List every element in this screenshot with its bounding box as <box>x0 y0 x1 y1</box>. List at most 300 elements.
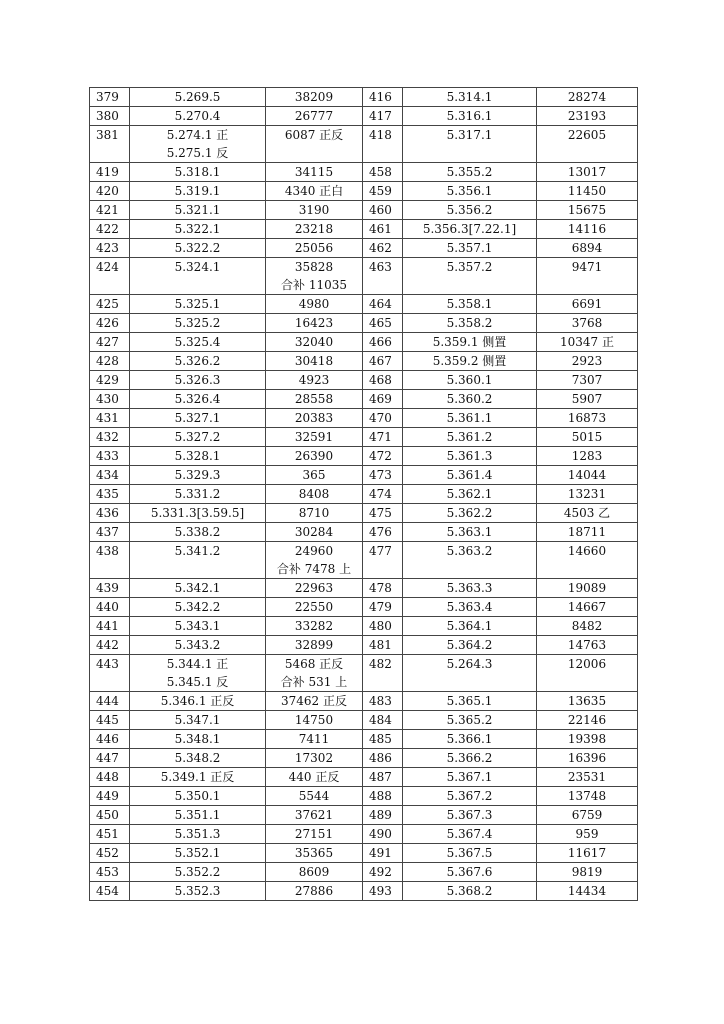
cell-line: 5.363.1 <box>446 525 493 539</box>
source-id-cell <box>130 692 266 711</box>
source-id-cell <box>130 466 266 485</box>
table-row <box>90 295 638 314</box>
source-id-cell <box>130 314 266 333</box>
source-id-cell <box>130 655 266 692</box>
catalog-number-cell <box>537 428 638 447</box>
cell-line: 5.317.1 <box>446 128 493 142</box>
catalog-number-cell <box>266 825 363 844</box>
cell-line: 5907 <box>571 392 603 406</box>
cell-line: 30418 <box>294 354 334 368</box>
source-id-cell <box>130 523 266 542</box>
cell-line: 5.367.5 <box>446 846 493 860</box>
cell-line: 5.355.2 <box>446 165 493 179</box>
cell-line: 22146 <box>567 713 607 727</box>
cell-line: 5.338.2 <box>174 525 221 539</box>
source-id-cell <box>130 711 266 730</box>
source-id-cell <box>130 863 266 882</box>
catalog-number-cell <box>266 163 363 182</box>
cell-line: 5.348.1 <box>174 732 221 746</box>
cell-line: 33282 <box>294 619 334 633</box>
catalog-number-cell <box>266 182 363 201</box>
catalog-number-cell <box>537 333 638 352</box>
cell-line: 5.365.2 <box>446 713 493 727</box>
catalog-number-cell <box>266 749 363 768</box>
row-number-cell: 479 <box>363 598 403 617</box>
row-number-cell: 439 <box>90 579 130 598</box>
cell-line: 5.360.1 <box>446 373 493 387</box>
cell-line: 5.358.1 <box>446 297 493 311</box>
row-number-cell: 436 <box>90 504 130 523</box>
cell-line: 5.361.4 <box>446 468 493 482</box>
cell-line: 5.368.2 <box>446 884 493 898</box>
catalog-number-cell <box>266 617 363 636</box>
cell-line: 5.322.1 <box>174 222 221 236</box>
row-number-cell: 438 <box>90 542 130 579</box>
cell-line: 5.342.2 <box>174 600 221 614</box>
catalog-number-cell <box>537 844 638 863</box>
catalog-number-cell <box>537 466 638 485</box>
table-row <box>90 863 638 882</box>
row-number-cell: 484 <box>363 711 403 730</box>
cell-line: 5.345.1 反 <box>166 675 229 689</box>
row-number-cell: 445 <box>90 711 130 730</box>
cell-line: 10347 正 <box>560 335 614 349</box>
cell-line: 5.367.6 <box>446 865 493 879</box>
cell-line: 7307 <box>571 373 603 387</box>
table-row <box>90 655 638 692</box>
row-number-cell: 381 <box>90 126 130 163</box>
row-number-cell: 380 <box>90 107 130 126</box>
catalog-number-cell <box>266 485 363 504</box>
cell-line: 5.314.1 <box>446 90 493 104</box>
catalog-number-cell <box>266 409 363 428</box>
catalog-number-cell <box>537 239 638 258</box>
row-number-cell: 440 <box>90 598 130 617</box>
row-number-cell: 464 <box>363 295 403 314</box>
source-id-cell <box>130 201 266 220</box>
catalog-number-cell <box>537 163 638 182</box>
row-number-cell: 486 <box>363 749 403 768</box>
catalog-number-cell <box>537 409 638 428</box>
cell-line: 16423 <box>294 316 334 330</box>
cell-line: 5.326.3 <box>174 373 221 387</box>
table-row <box>90 523 638 542</box>
row-number-cell: 467 <box>363 352 403 371</box>
cell-line: 6691 <box>571 297 603 311</box>
cell-line: 5.269.5 <box>174 90 221 104</box>
row-number-cell: 470 <box>363 409 403 428</box>
cell-line: 5.343.2 <box>174 638 221 652</box>
source-id-cell <box>130 258 266 295</box>
source-id-cell <box>130 220 266 239</box>
source-id-cell <box>130 371 266 390</box>
cell-line: 4503 乙 <box>563 506 611 520</box>
row-number-cell: 420 <box>90 182 130 201</box>
source-id-cell <box>130 88 266 107</box>
cell-line: 34115 <box>294 165 334 179</box>
cell-line: 5.356.1 <box>446 184 493 198</box>
catalog-number-cell <box>537 787 638 806</box>
row-number-cell: 428 <box>90 352 130 371</box>
row-number-cell: 475 <box>363 504 403 523</box>
cell-line: 5.363.3 <box>446 581 493 595</box>
source-id-cell <box>403 126 537 163</box>
catalog-number-cell <box>537 88 638 107</box>
catalog-number-cell <box>266 692 363 711</box>
source-id-cell <box>130 636 266 655</box>
cell-line: 9471 <box>571 260 603 274</box>
catalog-number-cell <box>537 447 638 466</box>
cell-line: 3768 <box>571 316 603 330</box>
cell-line: 5.361.2 <box>446 430 493 444</box>
table-row <box>90 88 638 107</box>
row-number-cell: 437 <box>90 523 130 542</box>
catalog-number-cell <box>266 711 363 730</box>
cell-line: 28558 <box>294 392 334 406</box>
source-id-cell <box>403 258 537 295</box>
row-number-cell: 426 <box>90 314 130 333</box>
source-id-cell <box>403 523 537 542</box>
table-row <box>90 844 638 863</box>
cell-line: 17302 <box>294 751 334 765</box>
cell-line: 5.367.3 <box>446 808 493 822</box>
cell-line: 5.325.1 <box>174 297 221 311</box>
cell-line: 13635 <box>567 694 607 708</box>
row-number-cell: 476 <box>363 523 403 542</box>
row-number-cell: 430 <box>90 390 130 409</box>
table-row <box>90 201 638 220</box>
row-number-cell: 490 <box>363 825 403 844</box>
cell-line: 5.319.1 <box>174 184 221 198</box>
catalog-number-cell <box>537 504 638 523</box>
cell-line: 32040 <box>294 335 334 349</box>
catalog-number-cell <box>266 730 363 749</box>
cell-line: 5.357.1 <box>446 241 493 255</box>
row-number-cell: 454 <box>90 882 130 901</box>
source-id-cell <box>403 542 537 579</box>
source-id-cell <box>130 504 266 523</box>
row-number-cell: 452 <box>90 844 130 863</box>
cell-line: 5.316.1 <box>446 109 493 123</box>
catalog-number-cell <box>537 806 638 825</box>
table-row <box>90 636 638 655</box>
catalog-number-cell <box>537 655 638 692</box>
cell-line: 14044 <box>567 468 607 482</box>
table-row <box>90 126 638 163</box>
source-id-cell <box>403 220 537 239</box>
source-id-cell <box>130 107 266 126</box>
catalog-number-cell <box>537 692 638 711</box>
source-id-cell <box>403 182 537 201</box>
row-number-cell: 458 <box>363 163 403 182</box>
cell-line: 19089 <box>567 581 607 595</box>
catalog-number-cell <box>266 655 363 692</box>
cell-line: 5.358.2 <box>446 316 493 330</box>
catalog-number-cell <box>537 371 638 390</box>
cell-line: 25056 <box>294 241 334 255</box>
cell-line: 5.344.1 正 <box>166 657 229 671</box>
cell-line: 5.356.2 <box>446 203 493 217</box>
cell-line: 5.357.2 <box>446 260 493 274</box>
table-row <box>90 409 638 428</box>
concordance-table <box>89 87 638 901</box>
cell-line: 5.331.2 <box>174 487 221 501</box>
source-id-cell <box>130 352 266 371</box>
source-id-cell <box>403 579 537 598</box>
cell-line: 5.365.1 <box>446 694 493 708</box>
row-number-cell: 478 <box>363 579 403 598</box>
cell-line: 26777 <box>294 109 334 123</box>
cell-line: 30284 <box>294 525 334 539</box>
cell-line: 5.318.1 <box>174 165 221 179</box>
cell-line: 5.264.3 <box>446 657 493 671</box>
row-number-cell: 488 <box>363 787 403 806</box>
cell-line: 35365 <box>294 846 334 860</box>
cell-line: 18711 <box>567 525 607 539</box>
catalog-number-cell <box>266 258 363 295</box>
source-id-cell <box>130 295 266 314</box>
cell-line: 14667 <box>567 600 607 614</box>
row-number-cell: 459 <box>363 182 403 201</box>
table-row <box>90 749 638 768</box>
source-id-cell <box>403 711 537 730</box>
source-id-cell <box>130 542 266 579</box>
row-number-cell: 443 <box>90 655 130 692</box>
cell-line: 8710 <box>298 506 330 520</box>
cell-line: 5.274.1 正 <box>166 128 229 142</box>
cell-line: 合补 11035 <box>281 278 347 292</box>
table-row <box>90 806 638 825</box>
table-row <box>90 825 638 844</box>
catalog-number-cell <box>266 314 363 333</box>
cell-line: 27886 <box>294 884 334 898</box>
cell-line: 6087 正反 <box>284 128 344 142</box>
cell-line: 24960 <box>294 544 334 558</box>
row-number-cell: 421 <box>90 201 130 220</box>
source-id-cell <box>403 371 537 390</box>
source-id-cell <box>130 163 266 182</box>
cell-line: 5.352.3 <box>174 884 221 898</box>
source-id-cell <box>403 107 537 126</box>
cell-line: 19398 <box>567 732 607 746</box>
cell-line: 5.326.2 <box>174 354 221 368</box>
cell-line: 5.321.1 <box>174 203 221 217</box>
source-id-cell <box>403 201 537 220</box>
table-row <box>90 163 638 182</box>
table-row <box>90 333 638 352</box>
cell-line: 23218 <box>294 222 334 236</box>
cell-line: 5.331.3[3.59.5] <box>150 506 245 520</box>
cell-line: 14434 <box>567 884 607 898</box>
catalog-number-cell <box>537 636 638 655</box>
row-number-cell: 446 <box>90 730 130 749</box>
source-id-cell <box>403 428 537 447</box>
cell-line: 5.361.1 <box>446 411 493 425</box>
catalog-number-cell <box>537 749 638 768</box>
cell-line: 1283 <box>571 449 603 463</box>
source-id-cell <box>403 295 537 314</box>
catalog-number-cell <box>266 107 363 126</box>
row-number-cell: 477 <box>363 542 403 579</box>
cell-line: 11617 <box>567 846 607 860</box>
cell-line: 5.361.3 <box>446 449 493 463</box>
catalog-number-cell <box>266 806 363 825</box>
cell-line: 5.326.4 <box>174 392 221 406</box>
cell-line: 959 <box>575 827 599 841</box>
cell-line: 8408 <box>298 487 330 501</box>
row-number-cell: 423 <box>90 239 130 258</box>
row-number-cell: 472 <box>363 447 403 466</box>
cell-line: 4980 <box>298 297 330 311</box>
source-id-cell <box>130 749 266 768</box>
catalog-number-cell <box>537 314 638 333</box>
source-id-cell <box>130 768 266 787</box>
row-number-cell: 431 <box>90 409 130 428</box>
cell-line: 13748 <box>567 789 607 803</box>
table-row <box>90 579 638 598</box>
source-id-cell <box>403 485 537 504</box>
cell-line: 5.343.1 <box>174 619 221 633</box>
source-id-cell <box>403 730 537 749</box>
catalog-number-cell <box>266 371 363 390</box>
cell-line: 14116 <box>567 222 607 236</box>
catalog-number-cell <box>266 636 363 655</box>
cell-line: 5.270.4 <box>174 109 221 123</box>
source-id-cell <box>403 844 537 863</box>
source-id-cell <box>130 617 266 636</box>
source-id-cell <box>130 598 266 617</box>
catalog-number-cell <box>266 390 363 409</box>
source-id-cell <box>130 825 266 844</box>
source-id-cell <box>403 787 537 806</box>
catalog-number-cell <box>266 523 363 542</box>
table-row <box>90 542 638 579</box>
row-number-cell: 473 <box>363 466 403 485</box>
cell-line: 14660 <box>567 544 607 558</box>
source-id-cell <box>130 333 266 352</box>
source-id-cell <box>403 504 537 523</box>
cell-line: 14763 <box>567 638 607 652</box>
row-number-cell: 427 <box>90 333 130 352</box>
cell-line: 6894 <box>571 241 603 255</box>
catalog-number-cell <box>266 333 363 352</box>
row-number-cell: 480 <box>363 617 403 636</box>
catalog-number-cell <box>537 485 638 504</box>
cell-line: 5.329.3 <box>174 468 221 482</box>
cell-line: 5468 正反 <box>284 657 344 671</box>
catalog-number-cell <box>537 390 638 409</box>
table-row <box>90 485 638 504</box>
row-number-cell: 489 <box>363 806 403 825</box>
table-row <box>90 787 638 806</box>
cell-line: 6759 <box>571 808 603 822</box>
table-row <box>90 447 638 466</box>
catalog-number-cell <box>266 863 363 882</box>
cell-line: 5.327.2 <box>174 430 221 444</box>
catalog-number-cell <box>266 88 363 107</box>
row-number-cell: 461 <box>363 220 403 239</box>
row-number-cell: 474 <box>363 485 403 504</box>
row-number-cell: 485 <box>363 730 403 749</box>
table-row <box>90 371 638 390</box>
cell-line: 5.359.2 侧置 <box>432 354 507 368</box>
catalog-number-cell <box>537 617 638 636</box>
cell-line: 5.342.1 <box>174 581 221 595</box>
table-row <box>90 352 638 371</box>
catalog-number-cell <box>537 598 638 617</box>
row-number-cell: 462 <box>363 239 403 258</box>
cell-line: 13017 <box>567 165 607 179</box>
source-id-cell <box>130 882 266 901</box>
cell-line: 14750 <box>294 713 334 727</box>
catalog-number-cell <box>266 598 363 617</box>
cell-line: 5.367.4 <box>446 827 493 841</box>
cell-line: 合补 531 上 <box>280 675 348 689</box>
row-number-cell: 435 <box>90 485 130 504</box>
row-number-cell: 379 <box>90 88 130 107</box>
cell-line: 37462 正反 <box>281 694 347 708</box>
row-number-cell: 471 <box>363 428 403 447</box>
catalog-number-cell <box>266 220 363 239</box>
row-number-cell: 468 <box>363 371 403 390</box>
catalog-number-cell <box>537 882 638 901</box>
row-number-cell: 466 <box>363 333 403 352</box>
cell-line: 5.328.1 <box>174 449 221 463</box>
table-row <box>90 466 638 485</box>
source-id-cell <box>130 806 266 825</box>
table-row <box>90 504 638 523</box>
catalog-number-cell <box>537 825 638 844</box>
cell-line: 23193 <box>567 109 607 123</box>
row-number-cell: 441 <box>90 617 130 636</box>
cell-line: 12006 <box>567 657 607 671</box>
table-row <box>90 768 638 787</box>
cell-line: 32899 <box>294 638 334 652</box>
cell-line: 16873 <box>567 411 607 425</box>
row-number-cell: 469 <box>363 390 403 409</box>
cell-line: 440 正反 <box>288 770 340 784</box>
source-id-cell <box>403 882 537 901</box>
catalog-number-cell <box>537 220 638 239</box>
row-number-cell: 483 <box>363 692 403 711</box>
row-number-cell: 460 <box>363 201 403 220</box>
table-row <box>90 711 638 730</box>
catalog-number-cell <box>266 579 363 598</box>
cell-line: 4923 <box>298 373 330 387</box>
catalog-number-cell <box>266 504 363 523</box>
cell-line: 16396 <box>567 751 607 765</box>
cell-line: 5.366.1 <box>446 732 493 746</box>
row-number-cell: 481 <box>363 636 403 655</box>
table-row <box>90 239 638 258</box>
cell-line: 5.325.2 <box>174 316 221 330</box>
row-number-cell: 416 <box>363 88 403 107</box>
row-number-cell: 491 <box>363 844 403 863</box>
cell-line: 8609 <box>298 865 330 879</box>
cell-line: 5.367.2 <box>446 789 493 803</box>
cell-line: 22963 <box>294 581 334 595</box>
cell-line: 5.363.4 <box>446 600 493 614</box>
cell-line: 5.351.3 <box>174 827 221 841</box>
source-id-cell <box>130 730 266 749</box>
source-id-cell <box>403 768 537 787</box>
catalog-number-cell <box>266 239 363 258</box>
row-number-cell: 449 <box>90 787 130 806</box>
source-id-cell <box>403 239 537 258</box>
cell-line: 5.359.1 侧置 <box>432 335 507 349</box>
cell-line: 5.348.2 <box>174 751 221 765</box>
cell-line: 5.349.1 正反 <box>160 770 235 784</box>
